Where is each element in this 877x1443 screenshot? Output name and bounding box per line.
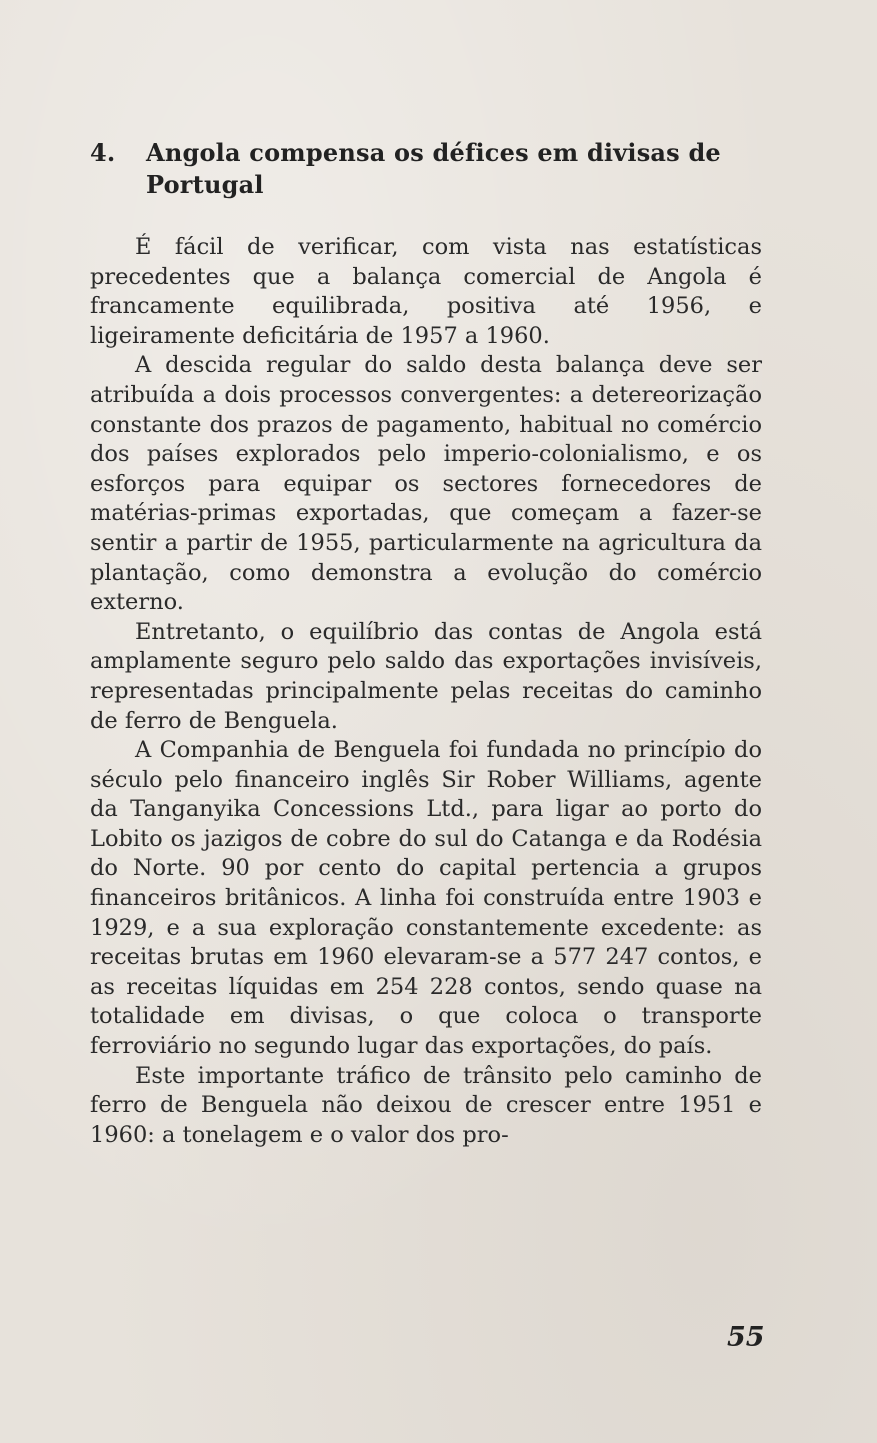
paragraph-4: A Companhia de Benguela foi fundada no princípio do século pelo financeiro inglês Sir Rober Williams, agente da Tanganyika Concessions Ltd., para ligar ao porto do Lobito os jazigos de cobre do sul do Catanga e da Rodésia do Norte. 90 por cento do capital pertencia a grupos financeiros britânicos. A linha foi construída entre 1903 e 1929, e a sua exploração constantemente excedente: as receitas brutas em 1960 elevaram-se a 577 247 contos, e as receitas líquidas em 254 228 contos, sendo quase na totalidade em divisas, o que coloca o transporte ferroviário no segundo lugar das exportações, do país.: [90, 737, 762, 1060]
section-number: 4.: [90, 138, 116, 167]
section-heading: [90, 137, 780, 201]
paragraph-3: Entretanto, o equilíbrio das contas de Angola está amplamente seguro pelo saldo das exportações invisíveis, representadas principalmente pelas receitas do caminho de ferro de Benguela.: [90, 618, 762, 734]
section-title-line1: Angola compensa os défices em divisas de: [146, 138, 721, 167]
paragraph-5: Este importante tráfico de trânsito pelo caminho de ferro de Benguela não deixou de crescer entre 1951 e 1960: a tonelagem e o valor dos pro-: [90, 1062, 762, 1148]
section-title-line2: Portugal: [146, 170, 264, 199]
paragraph-1: É fácil de verificar, com vista nas estatísticas precedentes que a balança comercial de Angola é francamente equilibrada, positiva até 1956, e ligeiramente deficitária de 1957 a 1960.: [90, 234, 762, 349]
body-text: [90, 233, 762, 1150]
paragraph-2: A descida regular do saldo desta balança deve ser atribuída a dois processos convergentes: a detereorização constante dos prazos de pagamento, habitual no comércio dos países explorados pelo imperio-colonialismo, e os esforços para equipar os sectores fornecedores de matérias-primas exportadas, que começam a fazer-se sentir a partir de 1955, particularmente na agricultura da plantação, como demonstra a evolução do comércio externo.: [90, 352, 762, 616]
page-number: 55: [727, 1322, 765, 1353]
